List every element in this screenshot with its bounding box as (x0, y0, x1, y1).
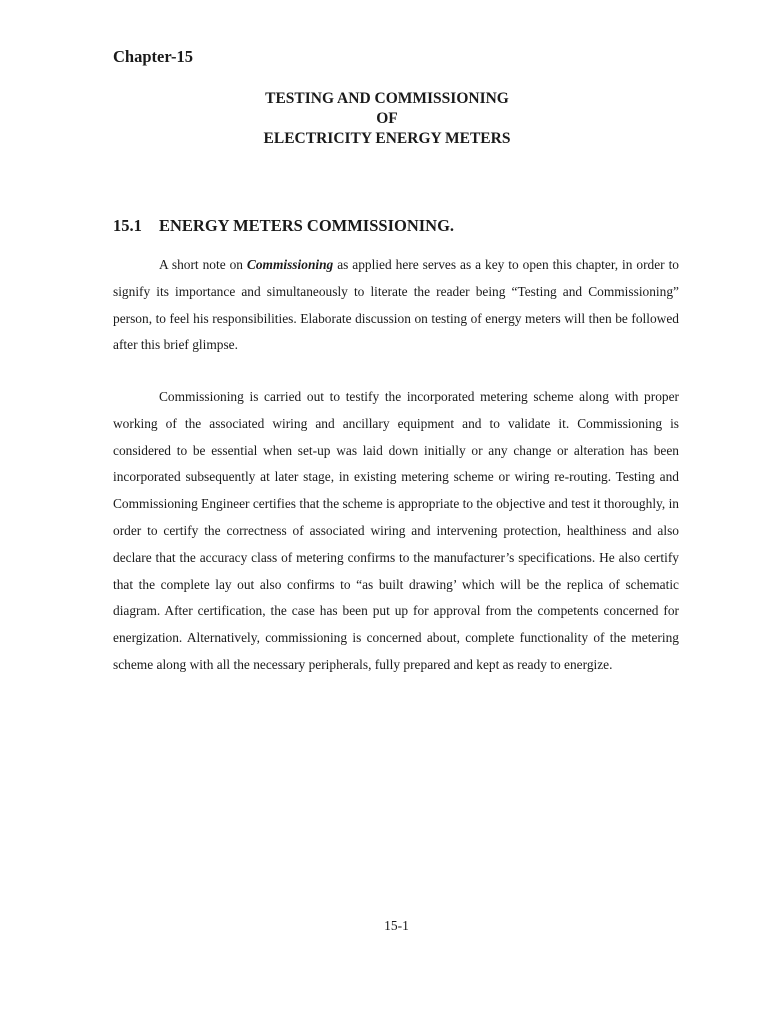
paragraph-1-lead: A short note on (159, 257, 247, 272)
title-line: OF (376, 110, 398, 127)
chapter-title (0, 89, 768, 149)
section-title: ENERGY METERS COMMISSIONING. (159, 216, 455, 235)
paragraph-2: Commissioning is carried out to testify the incorporated metering scheme along with proper working of the associated wiring and ancillary equipment and to validate it. Commissioning is considered to be essential when set-up was laid down initially or any change or alteration has been incorporated subsequently at later stage, in existing metering scheme or wiring re-routing. Testing and Commissioning Engineer certifies that the scheme is appropriate to the objective and test it thoroughly, in order to certify the correctness of associated wiring and intervening protection, healthiness and also declare that the accuracy class of metering confirms to the manufacturer’s specifications. He also certify that the complete lay out also confirms to “as built drawing’ which will be the replica of schematic diagram. After certification, the case has been put up for approval from the competents concerned for energization. Alternatively, commissioning is concerned about, complete functionality of the metering scheme along with all the necessary peripherals, fully prepared and kept as ready to energize. (113, 389, 679, 672)
chapter-label: Chapter-15 (113, 47, 194, 66)
paragraph-1 (113, 252, 679, 359)
title-line: ELECTRICITY ENERGY METERS (263, 130, 511, 147)
title-line: TESTING AND COMMISSIONING (265, 90, 509, 107)
page-number: 15-1 (384, 918, 409, 933)
section-number: 15.1 (113, 216, 142, 235)
section-heading (113, 216, 454, 236)
paragraph-1-emphasis: Commissioning (246, 257, 334, 272)
paragraph-1-rest: as applied here serves as a key to open this chapter, in order to signify its importance and simultaneously to literate the reader being “Testing and Commissioning” person, to feel his responsibilities. Elaborate discussion on testing of energy meters will then be followed after this brief glimpse. (113, 257, 679, 353)
